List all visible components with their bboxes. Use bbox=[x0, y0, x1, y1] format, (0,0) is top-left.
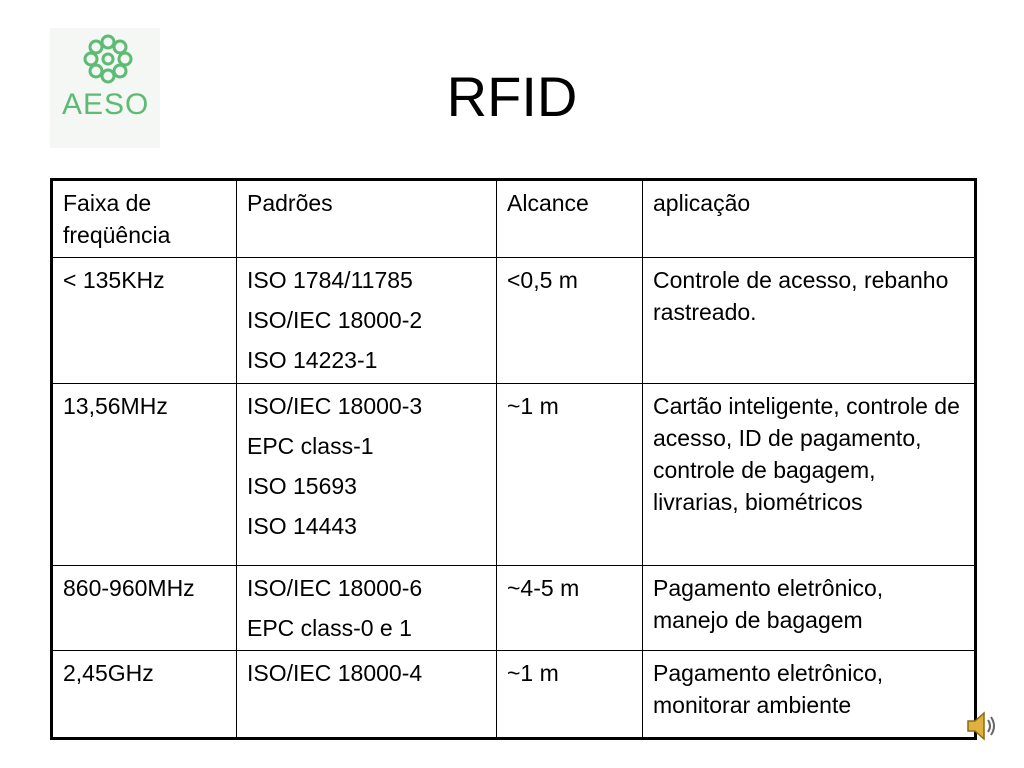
table-row bbox=[52, 384, 976, 566]
header-frequency bbox=[52, 180, 237, 258]
standard-item: ISO 15693 bbox=[247, 473, 357, 499]
header-standards: Padrões bbox=[237, 180, 497, 258]
logo-text: AESO bbox=[62, 88, 150, 121]
cell-application: Pagamento eletrônico, monitorar ambiente bbox=[643, 651, 976, 739]
rfid-table bbox=[50, 178, 977, 740]
standard-item: ISO/IEC 18000-3 bbox=[247, 393, 423, 419]
page-title: RFID bbox=[446, 65, 578, 128]
cell-frequency: 13,56MHz bbox=[52, 384, 237, 566]
header-frequency-line: freqüência bbox=[63, 222, 171, 248]
standard-item: ISO 14443 bbox=[247, 513, 357, 539]
cell-range: ~4-5 m bbox=[497, 566, 643, 651]
cell-range: ~1 m bbox=[497, 384, 643, 566]
header-frequency-line: Faixa de bbox=[63, 190, 152, 216]
speaker-icon[interactable] bbox=[962, 706, 1002, 746]
table-header-row bbox=[52, 180, 976, 258]
standard-item: ISO/IEC 18000-2 bbox=[247, 307, 423, 333]
standard-item: ISO/IEC 18000-4 bbox=[247, 660, 423, 686]
standard-item: EPC class-1 bbox=[247, 433, 374, 459]
header-application: aplicação bbox=[643, 180, 976, 258]
cell-frequency: 2,45GHz bbox=[52, 651, 237, 739]
cell-standards bbox=[237, 566, 497, 651]
table-row bbox=[52, 566, 976, 651]
cell-standards bbox=[237, 384, 497, 566]
standard-item: ISO 14223-1 bbox=[247, 347, 378, 373]
cell-range: <0,5 m bbox=[497, 258, 643, 384]
cell-application: Cartão inteligente, controle de acesso, ID de pagamento, controle de bagagem, livrarias, biométricos bbox=[643, 384, 976, 566]
cell-standards bbox=[237, 258, 497, 384]
header-range: Alcance bbox=[497, 180, 643, 258]
standard-item: ISO/IEC 18000-6 bbox=[247, 575, 423, 601]
table-row bbox=[52, 258, 976, 384]
cell-standards bbox=[237, 651, 497, 739]
cell-frequency: 860-960MHz bbox=[52, 566, 237, 651]
standard-item: EPC class-0 e 1 bbox=[247, 615, 412, 641]
cell-frequency: < 135KHz bbox=[52, 258, 237, 384]
standard-item: ISO 1784/11785 bbox=[247, 267, 413, 293]
cell-application: Pagamento eletrônico, manejo de bagagem bbox=[643, 566, 976, 651]
cell-application: Controle de acesso, rebanho rastreado. bbox=[643, 258, 976, 384]
cell-range: ~1 m bbox=[497, 651, 643, 739]
table-row bbox=[52, 651, 976, 739]
